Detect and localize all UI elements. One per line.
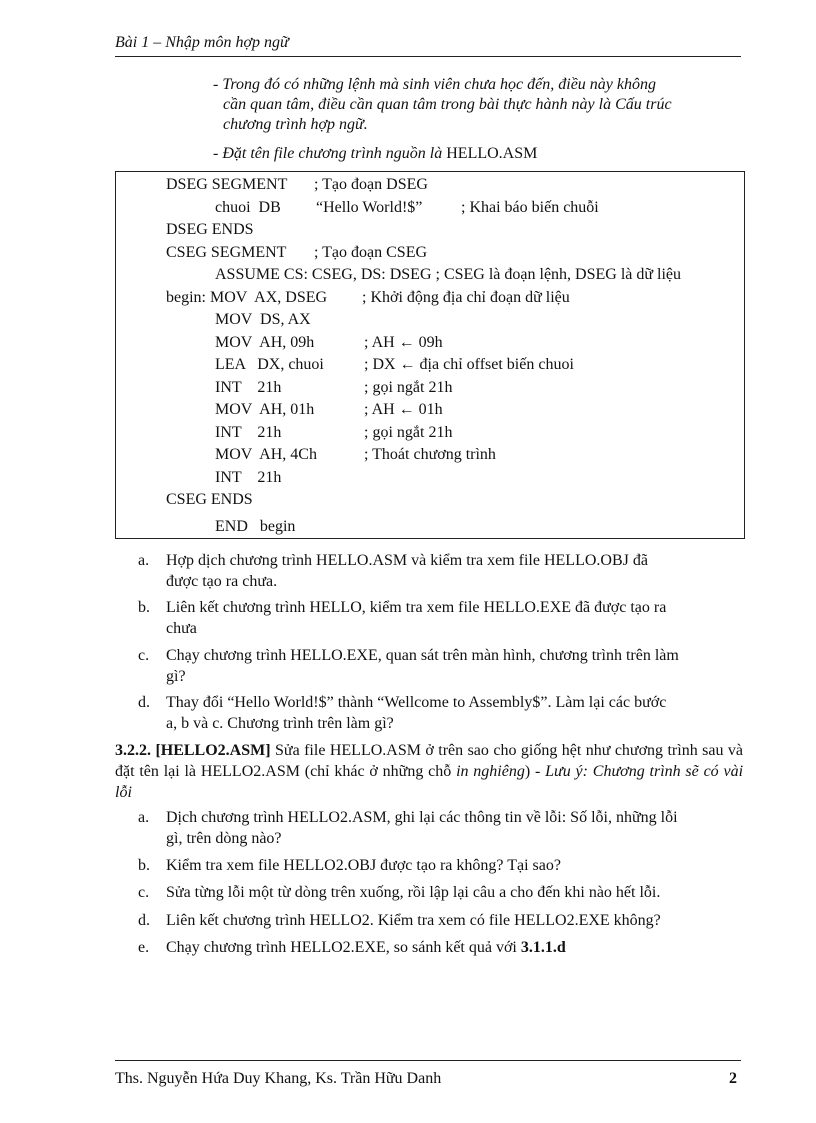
code-line: chuoi DB <box>215 199 281 216</box>
code-line: INT 21h <box>215 424 282 441</box>
list-item-line: Liên kết chương trình HELLO, kiểm tra xem file HELLO.EXE đã được tạo ra <box>166 599 667 616</box>
list-item-line: Dịch chương trình HELLO2.ASM, ghi lại các thông tin về lỗi: Số lỗi, những lỗi <box>166 809 678 826</box>
section-note-label: Lưu ý: <box>545 763 588 780</box>
code-line: LEA DX, chuoi <box>215 356 324 373</box>
section-text: Sửa file HELLO.ASM ở trên sao cho giống hệt như chương trình sau và đặt tên lại là HELLO2.ASM (chỉ khác ở những chỗ <box>115 742 743 780</box>
list-item-text: Liên kết chương trình HELLO2. Kiểm tra xem có file HELLO2.EXE không? <box>166 912 661 929</box>
code-comment: ; AH ← 01h <box>364 401 443 418</box>
list-item-text <box>166 645 741 687</box>
list-item-text: Kiểm tra xem file HELLO2.OBJ được tạo ra không? Tại sao? <box>166 857 561 874</box>
section-text: ) - <box>524 763 546 780</box>
note-line: - Trong đó có những lệnh mà sinh viên chưa học đến, điều này không <box>213 76 657 93</box>
code-listing-box <box>115 171 745 539</box>
list-item-text <box>166 692 741 734</box>
list-item-line: được tạo ra chưa. <box>166 573 278 590</box>
code-line: CSEG ENDS <box>166 491 253 508</box>
list-item-line: Chạy chương trình HELLO2.EXE, so sánh kết quả với <box>166 939 521 956</box>
code-line: MOV AH, 4Ch <box>215 446 317 463</box>
list-item-label: d. <box>138 694 150 711</box>
note-line: chương trình hợp ngữ. <box>223 116 368 133</box>
code-string: “Hello World!$” <box>316 199 423 216</box>
code-comment: ; gọi ngắt 21h <box>364 379 453 396</box>
section-paragraph <box>115 740 743 803</box>
list-item-line: gì? <box>166 668 186 685</box>
list-item-line: chưa <box>166 620 197 637</box>
note-line: cần quan tâm, điều cần quan tâm trong bài thực hành này là Cấu trúc <box>223 96 672 113</box>
code-comment: ; Tạo đoạn DSEG <box>314 176 428 193</box>
list-item-label: a. <box>138 552 150 569</box>
list-item-text <box>166 807 741 849</box>
section-reference: 3.1.1.d <box>520 939 566 956</box>
list-item-label: b. <box>138 857 150 874</box>
code-line: END begin <box>215 518 296 535</box>
note-filename-prefix: - Đặt tên file chương trình nguồn là <box>213 145 447 162</box>
list-item-text: Sửa từng lỗi một từ dòng trên xuống, rồi lập lại câu a cho đến khi nào hết lỗi. <box>166 884 661 901</box>
footer-authors: Ths. Nguyễn Hứa Duy Khang, Ks. Trần Hữu Danh <box>115 1070 442 1087</box>
section-italic-text: in nghiêng <box>456 763 525 780</box>
list-item-label: d. <box>138 912 150 929</box>
code-comment: ; AH ← 09h <box>364 334 443 351</box>
code-comment: ; Khai báo biến chuỗi <box>461 199 599 216</box>
code-line: CSEG SEGMENT <box>166 244 287 261</box>
code-line: begin: MOV AX, DSEG <box>166 289 328 306</box>
section-note-text: Chương trình sẽ có vài lỗi <box>115 763 744 801</box>
code-line: MOV AH, 01h <box>215 401 315 418</box>
code-comment: ; Khởi động địa chỉ đoạn dữ liệu <box>362 289 570 306</box>
list-item-line: Hợp dịch chương trình HELLO.ASM và kiểm tra xem file HELLO.OBJ đã <box>166 552 648 569</box>
code-comment: ; Thoát chương trình <box>364 446 496 463</box>
code-line: MOV AH, 09h <box>215 334 315 351</box>
note-filename <box>213 144 743 164</box>
code-line: INT 21h <box>215 379 282 396</box>
list-item-line: Chạy chương trình HELLO.EXE, quan sát trên màn hình, chương trình trên làm <box>166 647 679 664</box>
code-line: ASSUME CS: CSEG, DS: DSEG ; CSEG là đoạn lệnh, DSEG là dữ liệu <box>215 266 682 283</box>
list-item-line: gì, trên dòng nào? <box>166 830 282 847</box>
list-item-text <box>166 937 741 958</box>
section-number: 3.2.2. <box>115 742 151 759</box>
list-item-label: a. <box>138 809 150 826</box>
code-line: DSEG SEGMENT <box>166 176 288 193</box>
note-paragraph <box>213 75 743 135</box>
code-comment: ; Tạo đoạn CSEG <box>314 244 428 261</box>
list-item-line: Thay đổi “Hello World!$” thành “Wellcome to Assembly$”. Làm lại các bước <box>166 694 667 711</box>
list-item-label: c. <box>138 647 150 664</box>
footer-divider <box>115 1060 741 1061</box>
list-item-line: a, b và c. Chương trình trên làm gì? <box>166 715 394 732</box>
list-item-label: e. <box>138 939 150 956</box>
list-item-label: c. <box>138 884 150 901</box>
list-item-label: b. <box>138 599 150 616</box>
header-divider <box>115 56 741 57</box>
section-file-name: [HELLO2.ASM] <box>155 742 271 759</box>
list-item-text <box>166 550 741 592</box>
code-line: DSEG ENDS <box>166 221 254 238</box>
page-number: 2 <box>729 1070 737 1087</box>
code-line: MOV DS, AX <box>215 311 311 328</box>
code-comment: ; gọi ngắt 21h <box>364 424 453 441</box>
note-filename-value: HELLO.ASM <box>446 145 538 162</box>
page-header-title: Bài 1 – Nhập môn hợp ngữ <box>115 34 289 51</box>
code-comment: ; DX ← địa chỉ offset biến chuoi <box>364 356 574 373</box>
code-line: INT 21h <box>215 469 282 486</box>
list-item-text <box>166 597 741 639</box>
